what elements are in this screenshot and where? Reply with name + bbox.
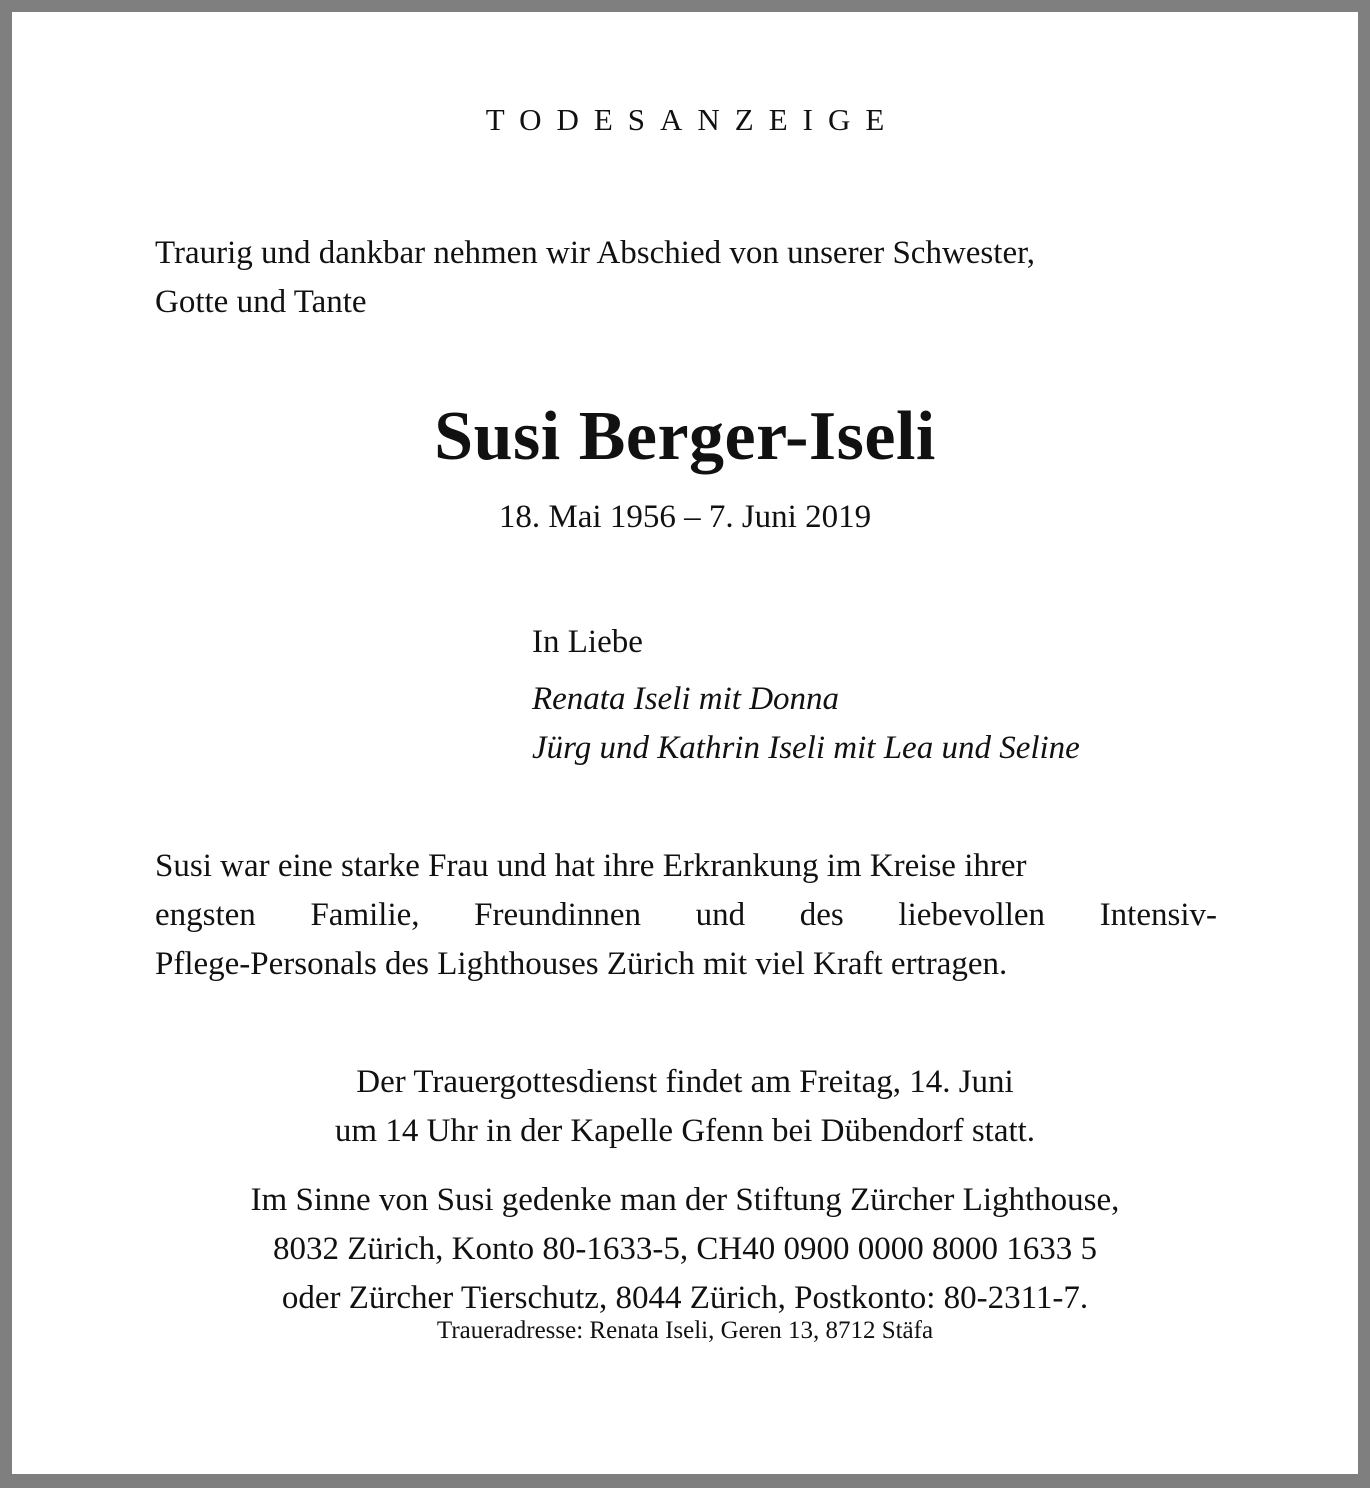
mourning-address: Traueradresse: Renata Iseli, Geren 13, 8712 Stäfa [436,1317,934,1344]
service-info [12,1058,1358,1156]
deceased-name: Susi Berger-Iseli [434,398,936,475]
notice-heading: TODESANZEIGE [485,102,900,137]
intro-text [155,229,1235,327]
mourners-list [532,675,1080,773]
service-line: Der Trauergottesdienst findet am Freitag, 14. Juni [356,1064,1014,1100]
tribute-line: Pflege-Personals des Lighthouses Zürich mit viel Kraft ertragen. [155,946,1008,982]
donation-line: 8032 Zürich, Konto 80-1633-5, CH40 0900 0000 8000 1633 5 [272,1231,1098,1267]
mourner-line: Jürg und Kathrin Iseli mit Lea und Seline [532,730,1080,766]
tribute-line: engsten Familie, Freundinnen und des liebevollen Intensiv- [155,897,1217,933]
service-line: um 14 Uhr in der Kapelle Gfenn bei Dübendorf statt. [334,1113,1036,1149]
life-dates: 18. Mai 1956 – 7. Juni 2019 [498,499,872,535]
obituary-notice [12,12,1358,1474]
donation-info [12,1176,1358,1323]
donation-line: oder Zürcher Tierschutz, 8044 Zürich, Postkonto: 80-2311-7. [281,1280,1089,1316]
tribute-line: Susi war eine starke Frau und hat ihre Erkrankung im Kreise ihrer [155,848,1027,884]
intro-line: Gotte und Tante [155,284,367,320]
donation-line: Im Sinne von Susi gedenke man der Stiftung Zürcher Lighthouse, [250,1182,1120,1218]
mourner-line: Renata Iseli mit Donna [532,681,840,717]
intro-line: Traurig und dankbar nehmen wir Abschied von unserer Schwester, [155,235,1036,271]
tribute-paragraph [155,842,1217,989]
signoff: In Liebe [532,624,643,660]
